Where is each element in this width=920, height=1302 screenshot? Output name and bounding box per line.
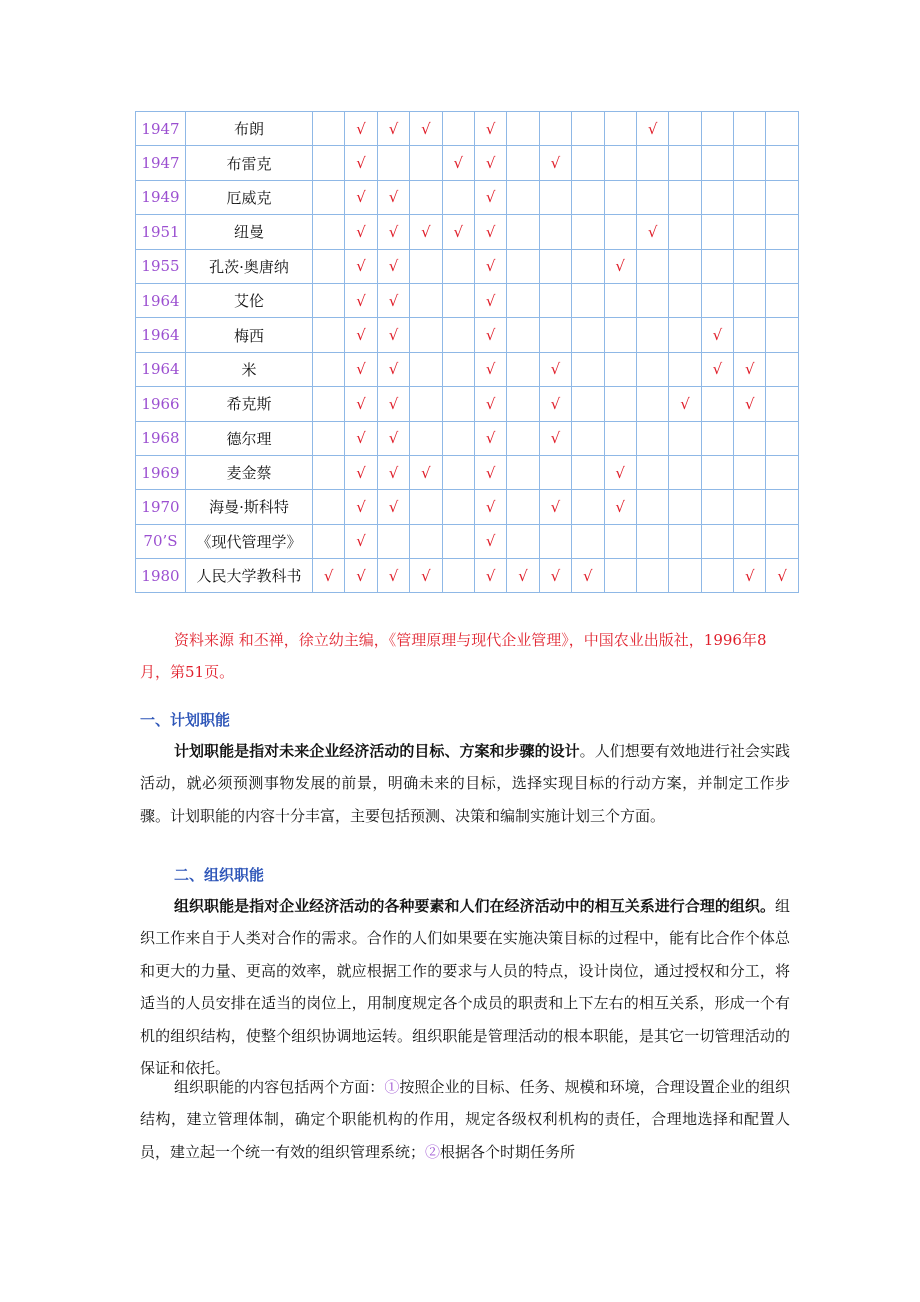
year-cell: 1949 (136, 180, 186, 214)
check-mark-cell: √ (636, 215, 668, 249)
empty-cell (507, 352, 539, 386)
empty-cell (410, 249, 442, 283)
empty-cell (766, 387, 798, 421)
empty-cell (636, 490, 668, 524)
heading-planning: 一、计划职能 (140, 711, 231, 729)
empty-cell (572, 249, 604, 283)
table-row (136, 112, 799, 146)
empty-cell (766, 524, 798, 558)
empty-cell (604, 215, 636, 249)
check-mark-cell: √ (474, 112, 506, 146)
empty-cell (734, 490, 766, 524)
empty-cell (377, 524, 409, 558)
check-mark-cell: √ (474, 283, 506, 317)
check-mark-cell: √ (410, 559, 442, 593)
empty-cell (507, 387, 539, 421)
empty-cell (507, 249, 539, 283)
check-mark-cell: √ (377, 490, 409, 524)
empty-cell (539, 524, 571, 558)
empty-cell (539, 318, 571, 352)
check-mark-cell: √ (345, 387, 377, 421)
empty-cell (701, 524, 733, 558)
empty-cell (766, 490, 798, 524)
empty-cell (669, 180, 701, 214)
table-row (136, 352, 799, 386)
year-cell: 1966 (136, 387, 186, 421)
empty-cell (572, 146, 604, 180)
check-mark-cell: √ (636, 112, 668, 146)
check-mark-cell: √ (604, 455, 636, 489)
empty-cell (669, 352, 701, 386)
empty-cell (442, 387, 474, 421)
empty-cell (701, 421, 733, 455)
empty-cell (442, 318, 474, 352)
check-mark-cell: √ (474, 490, 506, 524)
table-row (136, 215, 799, 249)
empty-cell (442, 180, 474, 214)
year-cell: 1969 (136, 455, 186, 489)
check-mark-cell: √ (734, 352, 766, 386)
check-mark-cell: √ (377, 352, 409, 386)
check-mark-cell: √ (345, 180, 377, 214)
planning-body: 。人们想要有效地进行社会实践活动，就必须预测事物发展的前景，明确未来的目标，选择实现目标的行动方案，并制定工作步骤。计划职能的内容十分丰富，主要包括预测、决策和编制实施计划三个方面。 (140, 742, 790, 825)
check-mark-cell: √ (442, 215, 474, 249)
empty-cell (636, 455, 668, 489)
check-mark-cell: √ (474, 180, 506, 214)
year-cell: 1980 (136, 559, 186, 593)
check-mark-cell: √ (669, 387, 701, 421)
empty-cell (604, 112, 636, 146)
empty-cell (669, 490, 701, 524)
empty-cell (313, 215, 345, 249)
organizing-paragraph (140, 890, 790, 1084)
empty-cell (572, 524, 604, 558)
empty-cell (507, 524, 539, 558)
empty-cell (313, 352, 345, 386)
planning-paragraph (140, 735, 790, 832)
empty-cell (572, 112, 604, 146)
empty-cell (701, 387, 733, 421)
empty-cell (766, 180, 798, 214)
empty-cell (734, 249, 766, 283)
author-cell: 希克斯 (186, 387, 313, 421)
author-cell: 布雷克 (186, 146, 313, 180)
empty-cell (701, 455, 733, 489)
author-cell: 纽曼 (186, 215, 313, 249)
table-row (136, 559, 799, 593)
empty-cell (507, 180, 539, 214)
author-cell: 海曼·斯科特 (186, 490, 313, 524)
table-row (136, 455, 799, 489)
empty-cell (442, 455, 474, 489)
empty-cell (410, 352, 442, 386)
empty-cell (636, 283, 668, 317)
empty-cell (442, 352, 474, 386)
table-row (136, 283, 799, 317)
empty-cell (572, 387, 604, 421)
check-mark-cell: √ (410, 215, 442, 249)
year-cell: 1951 (136, 215, 186, 249)
empty-cell (669, 215, 701, 249)
empty-cell (766, 318, 798, 352)
empty-cell (410, 490, 442, 524)
empty-cell (313, 249, 345, 283)
empty-cell (604, 421, 636, 455)
empty-cell (442, 112, 474, 146)
marker-one: ① (384, 1078, 400, 1096)
planning-lead: 计划职能是指对未来企业经济活动的目标、方案和步骤的设计 (174, 742, 580, 760)
check-mark-cell: √ (474, 352, 506, 386)
check-mark-cell: √ (474, 421, 506, 455)
check-mark-cell: √ (345, 318, 377, 352)
check-mark-cell: √ (345, 146, 377, 180)
author-cell: 麦金蔡 (186, 455, 313, 489)
empty-cell (734, 524, 766, 558)
check-mark-cell: √ (313, 559, 345, 593)
check-mark-cell: √ (474, 455, 506, 489)
check-mark-cell: √ (345, 524, 377, 558)
check-mark-cell: √ (345, 559, 377, 593)
empty-cell (734, 318, 766, 352)
empty-cell (410, 387, 442, 421)
management-functions-table (135, 111, 799, 593)
author-cell: 艾伦 (186, 283, 313, 317)
check-mark-cell: √ (539, 146, 571, 180)
check-mark-cell: √ (474, 215, 506, 249)
empty-cell (766, 146, 798, 180)
year-cell: 1964 (136, 318, 186, 352)
check-mark-cell: √ (701, 352, 733, 386)
empty-cell (604, 318, 636, 352)
empty-cell (734, 283, 766, 317)
table-row (136, 387, 799, 421)
empty-cell (410, 180, 442, 214)
empty-cell (766, 249, 798, 283)
empty-cell (636, 559, 668, 593)
empty-cell (313, 283, 345, 317)
empty-cell (669, 112, 701, 146)
empty-cell (669, 455, 701, 489)
check-mark-cell: √ (604, 490, 636, 524)
empty-cell (539, 455, 571, 489)
check-mark-cell: √ (442, 146, 474, 180)
empty-cell (636, 249, 668, 283)
year-cell: 1947 (136, 112, 186, 146)
check-mark-cell: √ (474, 387, 506, 421)
empty-cell (572, 318, 604, 352)
empty-cell (701, 249, 733, 283)
empty-cell (539, 249, 571, 283)
empty-cell (669, 559, 701, 593)
empty-cell (701, 490, 733, 524)
check-mark-cell: √ (474, 559, 506, 593)
empty-cell (313, 490, 345, 524)
empty-cell (636, 352, 668, 386)
empty-cell (766, 112, 798, 146)
check-mark-cell: √ (474, 146, 506, 180)
empty-cell (442, 524, 474, 558)
empty-cell (442, 249, 474, 283)
empty-cell (701, 112, 733, 146)
check-mark-cell: √ (539, 559, 571, 593)
check-mark-cell: √ (377, 112, 409, 146)
functions-table (135, 111, 799, 593)
empty-cell (410, 318, 442, 352)
empty-cell (604, 283, 636, 317)
empty-cell (313, 180, 345, 214)
empty-cell (669, 283, 701, 317)
empty-cell (442, 283, 474, 317)
empty-cell (669, 146, 701, 180)
check-mark-cell: √ (345, 490, 377, 524)
check-mark-cell: √ (474, 524, 506, 558)
check-mark-cell: √ (539, 352, 571, 386)
empty-cell (539, 112, 571, 146)
author-cell: 布朗 (186, 112, 313, 146)
empty-cell (507, 318, 539, 352)
organizing-content-part2: 根据各个时期任务所 (440, 1142, 576, 1161)
year-cell: 1964 (136, 283, 186, 317)
empty-cell (604, 146, 636, 180)
empty-cell (701, 559, 733, 593)
empty-cell (701, 146, 733, 180)
empty-cell (410, 421, 442, 455)
empty-cell (507, 455, 539, 489)
empty-cell (572, 421, 604, 455)
empty-cell (539, 180, 571, 214)
empty-cell (766, 455, 798, 489)
table-row (136, 318, 799, 352)
empty-cell (572, 455, 604, 489)
check-mark-cell: √ (604, 249, 636, 283)
year-cell: 70’S (136, 524, 186, 558)
check-mark-cell: √ (474, 249, 506, 283)
table-row (136, 249, 799, 283)
check-mark-cell: √ (572, 559, 604, 593)
empty-cell (313, 421, 345, 455)
empty-cell (539, 215, 571, 249)
table-row (136, 490, 799, 524)
empty-cell (669, 318, 701, 352)
year-cell: 1970 (136, 490, 186, 524)
empty-cell (507, 421, 539, 455)
empty-cell (636, 524, 668, 558)
empty-cell (507, 283, 539, 317)
empty-cell (636, 318, 668, 352)
empty-cell (604, 524, 636, 558)
empty-cell (410, 283, 442, 317)
empty-cell (442, 490, 474, 524)
empty-cell (636, 421, 668, 455)
check-mark-cell: √ (377, 283, 409, 317)
empty-cell (572, 490, 604, 524)
empty-cell (734, 421, 766, 455)
empty-cell (313, 524, 345, 558)
empty-cell (734, 146, 766, 180)
empty-cell (766, 283, 798, 317)
check-mark-cell: √ (539, 490, 571, 524)
check-mark-cell: √ (345, 249, 377, 283)
check-mark-cell: √ (345, 421, 377, 455)
check-mark-cell: √ (734, 387, 766, 421)
empty-cell (766, 215, 798, 249)
author-cell: 厄威克 (186, 180, 313, 214)
check-mark-cell: √ (539, 421, 571, 455)
check-mark-cell: √ (377, 180, 409, 214)
check-mark-cell: √ (377, 559, 409, 593)
empty-cell (572, 215, 604, 249)
empty-cell (734, 180, 766, 214)
empty-cell (442, 559, 474, 593)
empty-cell (604, 387, 636, 421)
check-mark-cell: √ (539, 387, 571, 421)
empty-cell (701, 283, 733, 317)
check-mark-cell: √ (701, 318, 733, 352)
table-row (136, 524, 799, 558)
empty-cell (572, 180, 604, 214)
empty-cell (636, 146, 668, 180)
check-mark-cell: √ (345, 352, 377, 386)
year-cell: 1947 (136, 146, 186, 180)
empty-cell (507, 490, 539, 524)
table-row (136, 146, 799, 180)
empty-cell (604, 559, 636, 593)
author-cell: 米 (186, 352, 313, 386)
organizing-lead: 组织职能是指对企业经济活动的各种要素和人们在经济活动中的相互关系进行合理的组织。 (174, 897, 775, 915)
author-cell: 孔茨·奥唐纳 (186, 249, 313, 283)
empty-cell (669, 421, 701, 455)
check-mark-cell: √ (345, 215, 377, 249)
empty-cell (442, 421, 474, 455)
empty-cell (313, 112, 345, 146)
check-mark-cell: √ (377, 455, 409, 489)
empty-cell (572, 352, 604, 386)
check-mark-cell: √ (766, 559, 798, 593)
empty-cell (604, 180, 636, 214)
organizing-content-paragraph (140, 1071, 790, 1168)
empty-cell (410, 524, 442, 558)
empty-cell (701, 215, 733, 249)
year-cell: 1964 (136, 352, 186, 386)
empty-cell (669, 249, 701, 283)
check-mark-cell: √ (410, 455, 442, 489)
check-mark-cell: √ (345, 455, 377, 489)
empty-cell (636, 180, 668, 214)
empty-cell (507, 112, 539, 146)
author-cell: 人民大学教科书 (186, 559, 313, 593)
empty-cell (313, 146, 345, 180)
empty-cell (507, 146, 539, 180)
organizing-body: 组织工作来自于人类对合作的需求。合作的人们如果要在实施决策目标的过程中，能有比合作个体总和更大的力量、更高的效率，就应根据工作的要求与人员的特点，设计岗位，通过授权和分工，将适当的人员安排在适当的岗位上，用制度规定各个成员的职责和上下左右的相互关系，形成一个有机的组织结构，使整个组织协调地运转。组织职能是管理活动的根本职能，是其它一切管理活动的保证和依托。 (140, 897, 790, 1078)
empty-cell (636, 387, 668, 421)
author-cell: 《现代管理学》 (186, 524, 313, 558)
check-mark-cell: √ (377, 387, 409, 421)
organizing-content-part1: 按照企业的目标、任务、规模和环境，合理设置企业的组织结构，建立管理体制，确定个职能机构的作用，规定各级权利机构的责任，合理地选择和配置人员，建立起一个统一有效的组织管理系统； (140, 1078, 790, 1161)
table-row (136, 421, 799, 455)
empty-cell (734, 215, 766, 249)
empty-cell (669, 524, 701, 558)
check-mark-cell: √ (410, 112, 442, 146)
check-mark-cell: √ (377, 318, 409, 352)
empty-cell (313, 455, 345, 489)
table-row (136, 180, 799, 214)
check-mark-cell: √ (377, 421, 409, 455)
check-mark-cell: √ (474, 318, 506, 352)
empty-cell (604, 352, 636, 386)
check-mark-cell: √ (345, 112, 377, 146)
empty-cell (766, 421, 798, 455)
marker-two: ② (425, 1142, 441, 1161)
year-cell: 1955 (136, 249, 186, 283)
source-note: 资料来源 和丕禅，徐立幼主编，《管理原理与现代企业管理》，中国农业出版社，1996年8月，第51页。 (140, 631, 767, 681)
author-cell: 梅西 (186, 318, 313, 352)
check-mark-cell: √ (734, 559, 766, 593)
empty-cell (734, 455, 766, 489)
organizing-content-intro: 组织职能的内容包括两个方面： (174, 1078, 385, 1096)
empty-cell (377, 146, 409, 180)
table-body (136, 112, 799, 593)
heading-organizing: 二、组织职能 (174, 866, 265, 884)
empty-cell (734, 112, 766, 146)
empty-cell (507, 215, 539, 249)
check-mark-cell: √ (507, 559, 539, 593)
empty-cell (539, 283, 571, 317)
check-mark-cell: √ (377, 215, 409, 249)
empty-cell (410, 146, 442, 180)
empty-cell (701, 180, 733, 214)
check-mark-cell: √ (377, 249, 409, 283)
check-mark-cell: √ (345, 283, 377, 317)
empty-cell (313, 387, 345, 421)
empty-cell (313, 318, 345, 352)
year-cell: 1968 (136, 421, 186, 455)
empty-cell (766, 352, 798, 386)
empty-cell (572, 283, 604, 317)
author-cell: 德尔理 (186, 421, 313, 455)
